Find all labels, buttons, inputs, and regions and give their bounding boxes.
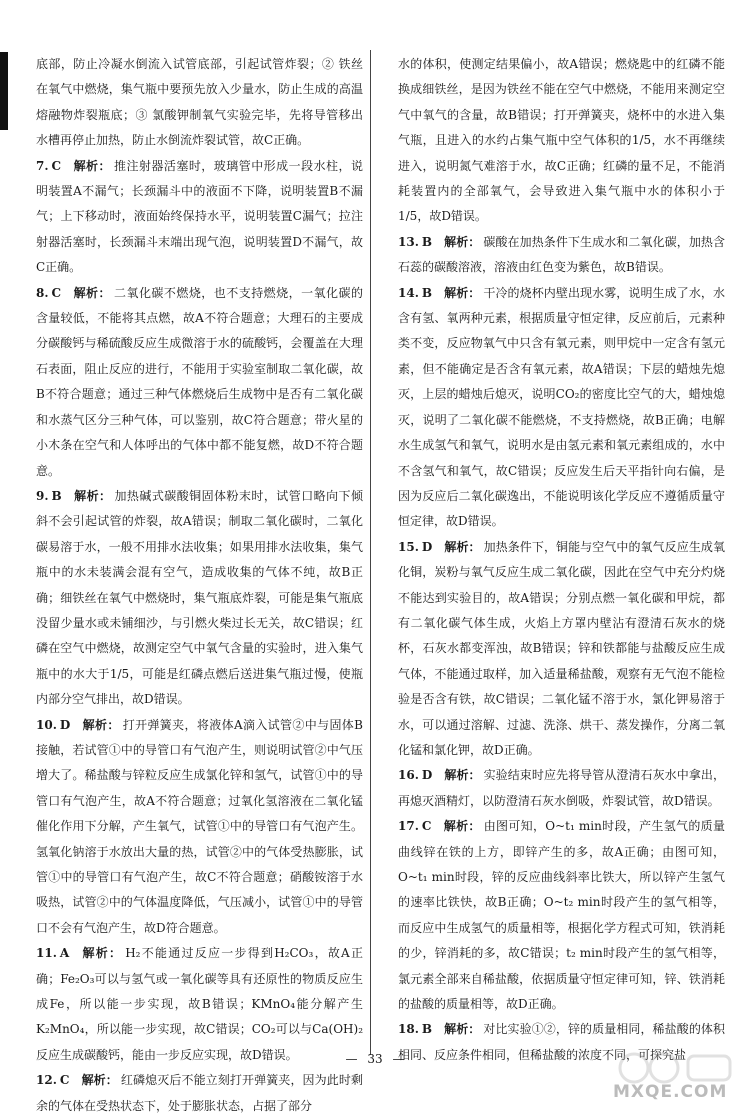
page-number: 33 — [367, 1052, 383, 1066]
column-divider — [370, 50, 371, 1055]
left-column — [36, 52, 363, 1119]
answer-12-continuation: 水的体积，使测定结果偏小，故A错误；燃烧匙中的红磷不能换成细铁丝，是因为铁丝不能在空气中燃烧，不能用来测定空气中氧气的含量，故B错误；打开弹簧夹，烧杯中的水进入集气瓶，且进入的水约占集气瓶中空气体积的1/5，水不再继续进入，说明氮气难溶于水，故C正确；红磷的量不足，不能消耗装置内的全部氧气，会导致进入集气瓶中水的体积小于1/5，故D错误。 — [398, 57, 725, 224]
answer-item-17: 17. C 解析： 由图可知，O~t₁ min时段，产生氢气的质量曲线锌在铁的上方，即锌产生的多，故A正确；由图可知，O~t₁ min时段，锌的反应曲线斜率比铁大，所以锌产生氢气的速率比铁快，故B正确；O~t₂ min时段产生的氢气相等，而反应中生成氢气的质量相等，根据化学方程式可知，铁消耗的少，锌消耗的多，故C错误；t₂ min时段产生的氢气相等，氯元素全部来自稀盐酸，依据质量守恒定律可知，锌、铁消耗的盐酸的质量相等，故D正确。 — [398, 819, 725, 1012]
answer-item-8: 8. C 解析： 二氧化碳不燃烧，也不支持燃烧，一氧化碳的含量较低，不能将其点燃，故A不符合题意；大理石的主要成分碳酸钙与稀硫酸反应生成微溶于水的硫酸钙，会覆盖在大理石表面，阻止反应的进行，不能用于实验室制取二氧化碳，故B不符合题意；通过三种气体燃烧后生成物中是否有二氧化碳和水蒸气区分三种气体，可以鉴别，故C符合题意；带火星的小木条在空气和人体呼出的气体中都不能复燃，故D不符合题意。 — [36, 285, 363, 478]
answer-item-7: 7. C 解析： 推注射器活塞时，玻璃管中形成一段水柱，说明装置A不漏气；长颈漏斗中的液面不下降，说明装置B不漏气；上下移动时，液面始终保持水平，说明装置C漏气；拉注射器活塞时，长颈漏斗末端出现气泡，说明装置D不漏气，故C正确。 — [36, 158, 363, 275]
answer-item-18: 18. B 解析： 对比实验①②，锌的质量相同，稀盐酸的体积相同、反应条件相同，但稀盐酸的浓度不同，可探究盐 — [398, 1022, 725, 1062]
right-column — [398, 52, 725, 1068]
watermark-text: MXQE.COM — [613, 1082, 728, 1102]
answer-item-12: 12. C 解析： 红磷熄灭后不能立刻打开弹簧夹，因为此时剩余的气体在受热状态下，处于膨胀状态，占据了部分 — [36, 1073, 363, 1113]
answer-item-11: 11. A 解析： H₂不能通过反应一步得到H₂CO₃，故A正确；Fe₂O₃可以与氢气或一氧化碳等具有还原性的物质反应生成Fe，所以能一步实现，故B错误；KMnO₄能分解产生K₂MnO₄，所以能一步实现，故C错误；CO₂可以与Ca(OH)₂反应生成碳酸钙，能由一步反应实现，故D错误。 — [36, 946, 363, 1062]
answer-item-14: 14. B 解析： 干冷的烧杯内壁出现水雾，说明生成了水，水含有氢、氧两种元素，根据质量守恒定律，反应前后，元素种类不变，反应物氧气中只含有氧元素，则甲烷中一定含有氢元素，但不能确定是否含有氧元素，故A错误；下层的蜡烛先熄灭，上层的蜡烛后熄灭，说明CO₂的密度比空气的大，蜡烛熄灭，说明了二氧化碳不能燃烧，不支持燃烧，故B正确；电解水生成氢气和氧气，说明水是由氢元素和氧元素组成的，水中不含氢气和氧气，故C错误；反应发生后天平指针向右偏，是因为反应后二氧化碳逸出，不能说明该化学反应不遵循质量守恒定律，故D错误。 — [398, 285, 725, 529]
answer-continuation: 底部，防止冷凝水倒流入试管底部，引起试管炸裂；② 铁丝在氧气中燃烧，集气瓶中要预先放入少量水，防止生成的高温熔融物炸裂瓶底；③ 氯酸钾制氧气实验完毕，先将导管移出水槽再停止加热，防止水倒流炸裂试管，故C正确。 — [36, 57, 363, 148]
page-footer: — 33 — — [345, 1052, 405, 1066]
page-edge-mark — [0, 52, 8, 130]
answer-item-9: 9. B 解析： 加热碱式碳酸铜固体粉末时，试管口略向下倾斜不会引起试管的炸裂，故A错误；制取二氧化碳时，二氧化碳易溶于水，一般不用排水法收集；如果用排水法收集，集气瓶中的水未装满会混有空气，造成收集的气体不纯，故B正确；细铁丝在氧气中燃烧时，集气瓶底炸裂，可能是集气瓶底没留少量水或未铺细沙，与引燃火柴过长无关，故C错误；红磷在空气中燃烧，故测定空气中氧气含量的实验时，进入集气瓶中的水大于1/5，可能是红磷点燃后送进集气瓶过慢，使瓶内部分空气排出，故D错误。 — [36, 488, 363, 707]
answer-item-13: 13. B 解析： 碳酸在加热条件下生成水和二氧化碳，加热含石蕊的碳酸溶液，溶液由红色变为紫色，故B错误。 — [398, 234, 725, 275]
answer-item-10: 10. D 解析： 打开弹簧夹，将液体A滴入试管②中与固体B接触，若试管①中的导管口有气泡产生，则说明试管②中气压增大了。稀盐酸与锌粒反应生成氯化锌和氢气，试管①中的导管口有气泡产生，故A不符合题意；过氧化氢溶液在二氧化锰催化作用下分解，产生氧气，试管①中的导管口有气泡产生。氢氧化钠溶于水放出大量的热，试管②中的气体受热膨胀，试管①中的导管口有气泡产生，故C不符合题意；硝酸铵溶于水吸热，试管②中的气体温度降低，气压减小，试管①中的导管口不会有气泡产生，故D符合题意。 — [36, 717, 363, 935]
answer-item-15: 15. D 解析： 加热条件下，铜能与空气中的氧气反应生成氧化铜，炭粉与氧气反应生成二氧化碳，因此在空气中充分灼烧不能达到实验目的，故A错误；分别点燃一氧化碳和甲烷，都有二氧化碳气体生成，火焰上方罩内壁沾有澄清石灰水的烧杯，石灰水都变浑浊，故B错误；锌和铁都能与盐酸反应生成气体，不能通过取样，加入适量稀盐酸，观察有无气泡不能检验是否含有铁，故C错误；二氧化锰不溶于水，氯化钾易溶于水，可以通过溶解、过滤、洗涤、烘干、蒸发操作，分离二氧化锰和氯化钾，故D正确。 — [398, 539, 725, 757]
answer-item-16: 16. D 解析： 实验结束时应先将导管从澄清石灰水中拿出，再熄灭酒精灯，以防澄清石灰水倒吸，炸裂试管，故D错误。 — [398, 768, 725, 808]
